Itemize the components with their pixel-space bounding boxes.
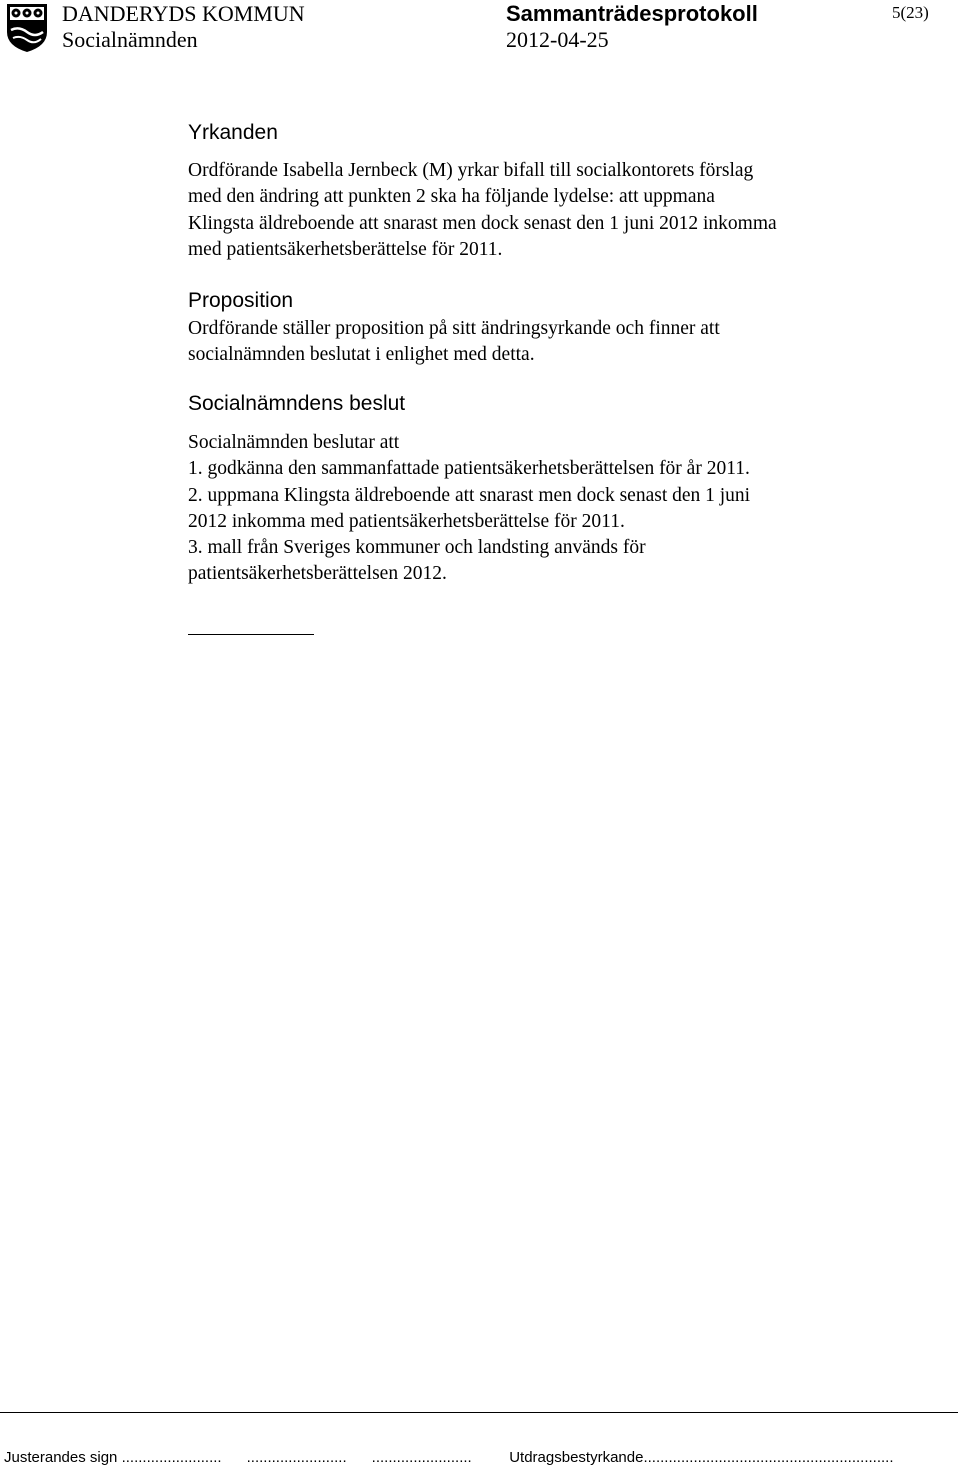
footer-signature-row <box>4 1447 894 1469</box>
footer-divider <box>0 1412 958 1413</box>
extract-label: Utdragsbestyrkande <box>509 1449 644 1466</box>
section-heading-yrkanden: Yrkanden <box>188 121 278 144</box>
page-number: 5(23) <box>892 3 929 22</box>
decision-item-1: 1. godkänna den sammanfattade patientsäkerhetsberättelsen för år 2011. <box>188 458 750 480</box>
paragraph-yrkanden <box>188 158 928 263</box>
sign-field-2: ........................ <box>246 1449 347 1466</box>
municipality-coat-of-arms-logo <box>5 2 49 54</box>
decision-item-2: 2. uppmana Klingsta äldreboende att snarast men dock senast den 1 juni <box>188 484 751 506</box>
section-heading-proposition: Proposition <box>188 289 294 312</box>
sign-field-1: ........................ <box>121 1449 222 1466</box>
document-title: Sammanträdesprotokoll <box>506 1 758 26</box>
decision-item-3-cont: patientsäkerhetsberättelsen 2012. <box>188 563 447 585</box>
text-line: Ordförande ställer proposition på sitt ändringsyrkande och finner att <box>188 318 720 339</box>
committee-name: Socialnämnden <box>62 27 198 52</box>
text-line: socialnämnden beslutat i enlighet med detta. <box>188 344 535 366</box>
decision-item-3: 3. mall från Sveriges kommuner och landsting används för <box>188 537 646 559</box>
text-line: Ordförande Isabella Jernbeck (M) yrkar bifall till socialkontorets förslag <box>188 160 754 181</box>
text-line: med patientsäkerhetsberättelse för 2011. <box>188 238 503 260</box>
section-end-divider <box>188 634 314 635</box>
section-heading-beslut: Socialnämndens beslut <box>188 392 406 415</box>
shield-logo-icon <box>5 2 49 54</box>
meeting-date: 2012-04-25 <box>506 27 609 52</box>
municipality-name: DANDERYDS KOMMUN <box>62 1 305 26</box>
text-line: Socialnämnden beslutar att <box>188 432 400 453</box>
paragraph-beslut <box>188 430 928 588</box>
text-line: med den ändring att punkten 2 ska ha följande lydelse: att uppmana <box>188 186 715 208</box>
extract-field: ............................................................ <box>643 1449 894 1466</box>
paragraph-proposition <box>188 316 928 369</box>
sign-field-3: ........................ <box>371 1449 472 1466</box>
sign-label: Justerandes sign <box>4 1449 118 1466</box>
text-line: Klingsta äldreboende att snarast men dock senast den 1 juni 2012 inkomma <box>188 212 777 234</box>
decision-item-2-cont: 2012 inkomma med patientsäkerhetsberättelse för 2011. <box>188 510 625 532</box>
